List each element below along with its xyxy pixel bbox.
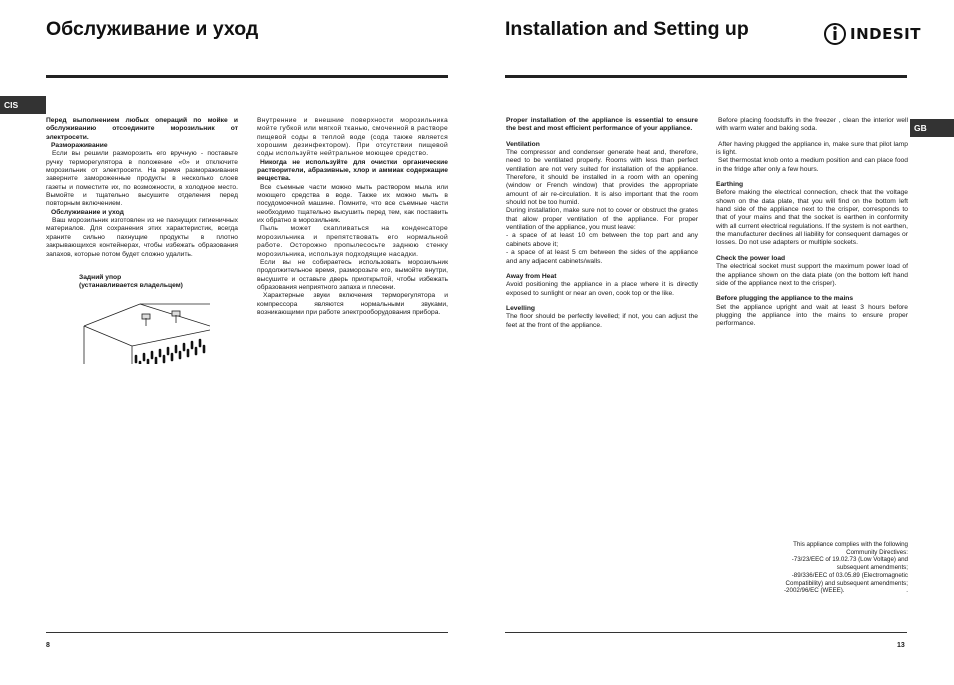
thermostat-paragraph: Set thermostat knob onto a medium position and can place food in the fridge after only a few hours.	[716, 157, 908, 173]
ventilation-heading: Ventilation	[506, 140, 540, 148]
care-paragraph: Ваш морозильник изготовлен из не пахнущих гигиеничных материалов. Для сохранения этих характеристик, всегда храните сильно пахнущие продукты в плотно закрывающихся контейнерах, чтобы избежать образования запахов, которые потом будет сложно удалить.	[46, 217, 238, 258]
earthing-paragraph: Before making the electrical connection, check that the voltage shown on the data plate, that you will find on the bottom left hand side of the appliance next to the crisper, corresponds to that of your mains and that the socket is earthen in conformity with all current electrical regulations. If the system is not earthen, the manufacturer declines all liability for consequent damages or losses. Do not use adapters or multiple sockets.	[716, 189, 908, 247]
ventilation-paragraph-4: - a space of at least 5 cm between the sides of the appliance and any adjacent cabinets/walls.	[506, 249, 698, 265]
figure-label-1: Задний упор	[79, 274, 122, 281]
compliance-line: -89/336/EEC of 03.05.89 (Electromagnetic	[791, 571, 908, 579]
pilot-lamp-paragraph: After having plugged the appliance in, make sure that pilot lamp is light.	[716, 140, 908, 157]
power-load-heading: Check the power load	[716, 254, 786, 262]
right-footer-rule	[505, 632, 907, 633]
figure-caption	[79, 274, 249, 291]
ventilation-paragraph-3: - a space of at least 10 cm between the top part and any cabinets above it;	[506, 232, 698, 248]
earthing-heading: Earthing	[716, 181, 744, 189]
heat-heading: Away from Heat	[506, 272, 557, 280]
compliance-block	[736, 541, 908, 595]
cleaning-paragraph: Before placing foodstuffs in the freezer , clean the interior well with warm water and baking soda.	[716, 117, 908, 133]
compliance-last-row	[736, 587, 908, 595]
intro-paragraph: Proper installation of the appliance is essential to ensure the best and most efficient performance of your appliance.	[506, 117, 698, 133]
left-page-number: 8	[46, 642, 50, 649]
left-column-1	[46, 117, 238, 259]
right-page-number: 13	[897, 642, 905, 649]
care-heading: Обслуживание и уход	[51, 208, 124, 216]
right-header-rule	[505, 75, 907, 78]
right-column-1	[506, 117, 698, 330]
left-page-title: Обслуживание и уход	[46, 18, 259, 40]
solvents-warning: Никогда не используйте для очистки органические растворители, абразивные, хлор и аммиак содержащие вещества.	[257, 158, 448, 183]
plugging-paragraph: Set the appliance upright and wait at least 3 hours before plugging the appliance into the mains to ensure proper performance.	[716, 303, 908, 328]
removable-parts-paragraph: Все съемные части можно мыть раствором мыла или моющего средства в воде. Также их можно мыть в посудомоечной машине. Помните, что все съемные части необходимо тщательно высушить перед тем, как поставить их обратно в морозильник.	[257, 183, 448, 225]
compliance-line: Compatibility) and subsequent amendments;	[785, 579, 908, 587]
compliance-line: Community Directives:	[846, 548, 908, 556]
warning-paragraph: Перед выполнением любых операций по мойке и обслуживанию отсоедините морозильник от электросети.	[46, 117, 238, 141]
compliance-line: -73/23/EEC of 19.02.73 (Low Voltage) and	[791, 556, 908, 564]
brand-logo	[823, 22, 921, 46]
cis-language-tab: CIS	[0, 96, 46, 114]
rear-spacer-illustration	[82, 296, 210, 364]
gb-language-tab: GB	[910, 119, 954, 137]
compliance-trailer: .	[906, 587, 908, 595]
left-column-2	[257, 117, 448, 317]
ventilation-paragraph-2: During installation, make sure not to cover or obstruct the grates that allow proper ventilation of the appliance. For proper ventilation of the appliance, you must leave:	[506, 207, 698, 232]
ventilation-paragraph-1: The compressor and condenser generate heat and, therefore, need to be ventilated properly. Rooms with less than perfect ventilation are not very suited for installation of the appliance. Therefore, it should be installed in a room with an opening (window or French window) that provides the appropriate amount of air re-circulation. It is also important that the room should not be too humid.	[506, 149, 698, 207]
long-absence-paragraph: Если вы не собираетесь использовать морозильник продолжительное время, разморозьте его, вымойте внутри, высушите и оставьте дверь приоткрытой, чтобы избежать образования неприятного запаха и плесени.	[257, 258, 448, 291]
right-page-title: Installation and Setting up	[505, 18, 749, 40]
plugging-heading: Before plugging the appliance to the mains	[716, 295, 854, 303]
compliance-line: This appliance complies with the following	[793, 541, 908, 548]
levelling-heading: Levelling	[506, 304, 535, 312]
left-header-rule	[46, 75, 448, 78]
left-footer-rule	[46, 632, 448, 633]
power-load-paragraph: The electrical socket must support the maximum power load of the appliance shown on the data plate (on the bottom left hand side of the appliance next to the crisper).	[716, 263, 908, 287]
figure-label-2: (устанавливается владельцем)	[79, 282, 183, 290]
defrost-paragraph: Если вы решили разморозить его вручную - поставьте ручку терморегулятора в положение «0» и отключите морозильник от электросети. На время размораживания заверните замороженные продукты в несколько слоев газеты и поместите их, по возможности, в холодное место. Вымойте и тщательно высушите отделения перед повторным включением.	[46, 150, 238, 208]
brand-name: INDESIT	[850, 25, 921, 43]
compliance-line: -2002/96/EC (WEEE).	[784, 587, 845, 595]
levelling-paragraph: The floor should be perfectly levelled; if not, you can adjust the feet at the front of the appliance.	[506, 313, 698, 329]
dust-paragraph: Пыль может скапливаться на конденсаторе морозильника и препятствовать его нормальной работе. Осторожно пропылесосьте заднюю стенку морозильника, используя подходящие насадки.	[257, 225, 448, 258]
indesit-logo-icon	[823, 22, 847, 46]
defrost-heading: Размораживание	[51, 142, 108, 150]
noise-paragraph: Характерные звуки включения терморегулятора и компрессора являются нормальными звуками, возникающими при работе электрооборудования прибора.	[257, 292, 448, 316]
surfaces-paragraph: Внутренние и внешние поверхности морозильника мойте губкой или мягкой тканью, смоченной в растворе пищевой соды в теплой воде (сода также является хорошим дезинфектором). При отсутствии пищевой соды используйте нейтральное моющее средство.	[257, 117, 448, 158]
right-column-2	[716, 117, 908, 329]
heat-paragraph: Avoid positioning the appliance in a place where it is directly exposed to sunlight or near an oven, cook top or the like.	[506, 281, 698, 297]
compliance-line: subsequent amendments;	[836, 564, 908, 572]
